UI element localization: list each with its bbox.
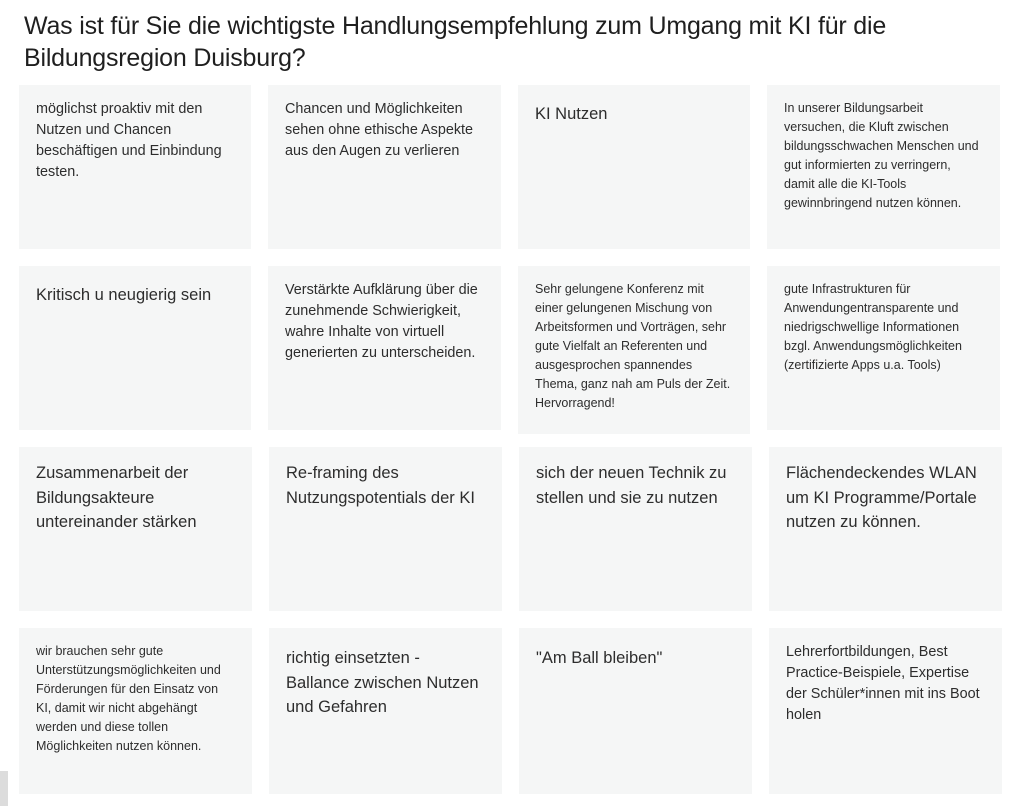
answer-text: gute Infrastrukturen für Anwendungentransparente und niedrigschwellige Informationen bzgl. Anwendungsmöglichkeiten (zertifizierte Apps u.a. Tools)	[784, 282, 962, 372]
answer-card	[19, 628, 252, 794]
answer-text: Zusammenarbeit der Bildungsakteure untereinander stärken	[36, 464, 197, 531]
answer-text: möglichst proaktiv mit den Nutzen und Chancen beschäftigen und Einbindung testen.	[36, 101, 222, 180]
answer-card	[518, 266, 750, 434]
answer-text: "Am Ball bleiben"	[536, 649, 663, 667]
answer-text: Kritisch u neugierig sein	[36, 286, 212, 304]
answer-text: Flächendeckendes WLAN um KI Programme/Portale nutzen zu können.	[786, 464, 977, 531]
answer-text: wir brauchen sehr gute Unterstützungsmöglichkeiten und Förderungen für den Einsatz von KI, damit wir nicht abgehängt werden und diese tollen Möglichkeiten nutzen können.	[36, 644, 221, 753]
answer-text: KI Nutzen	[535, 105, 608, 123]
answer-card	[268, 266, 501, 430]
answer-card	[269, 447, 502, 611]
answer-text: sich der neuen Technik zu stellen und sie zu nutzen	[536, 464, 727, 507]
answer-card	[19, 85, 251, 249]
answer-card	[769, 447, 1002, 611]
answer-card	[268, 85, 501, 249]
answer-text: Verstärkte Aufklärung über die zunehmende Schwierigkeit, wahre Inhalte von virtuell generierten zu unterscheiden.	[285, 282, 478, 361]
answer-text: Chancen und Möglichkeiten sehen ohne ethische Aspekte aus den Augen zu verlieren	[285, 101, 474, 159]
answer-card	[19, 447, 252, 611]
answer-text: Lehrerfortbildungen, Best Practice-Beispiele, Expertise der Schüler*innen mit ins Boot holen	[786, 644, 980, 723]
answer-card	[769, 628, 1002, 794]
question-title: Was ist für Sie die wichtigste Handlungsempfehlung zum Umgang mit KI für die Bildungsregion Duisburg?	[24, 12, 887, 72]
answer-card	[519, 447, 752, 611]
answer-card	[19, 266, 251, 430]
answer-text: Sehr gelungene Konferenz mit einer gelungenen Mischung von Arbeitsformen und Vorträgen, sehr gute Vielfalt an Referenten und ausgesprochen spannendes Thema, ganz nah am Puls der Zeit. Hervorragend!	[535, 282, 731, 410]
answer-card	[269, 628, 502, 794]
answer-card	[767, 266, 1000, 430]
answer-text: Re-framing des Nutzungspotentials der KI	[286, 464, 475, 507]
answer-card	[767, 85, 1000, 249]
answer-text: In unserer Bildungsarbeit versuchen, die Kluft zwischen bildungsschwachen Menschen und gut informierten zu verringern, damit alle die KI-Tools gewinnbringend nutzen können.	[784, 101, 979, 210]
answer-text: richtig einsetzten - Ballance zwischen Nutzen und Gefahren	[286, 649, 479, 716]
edge-marker	[0, 771, 8, 806]
answer-card	[518, 85, 750, 249]
answer-card	[519, 628, 752, 794]
